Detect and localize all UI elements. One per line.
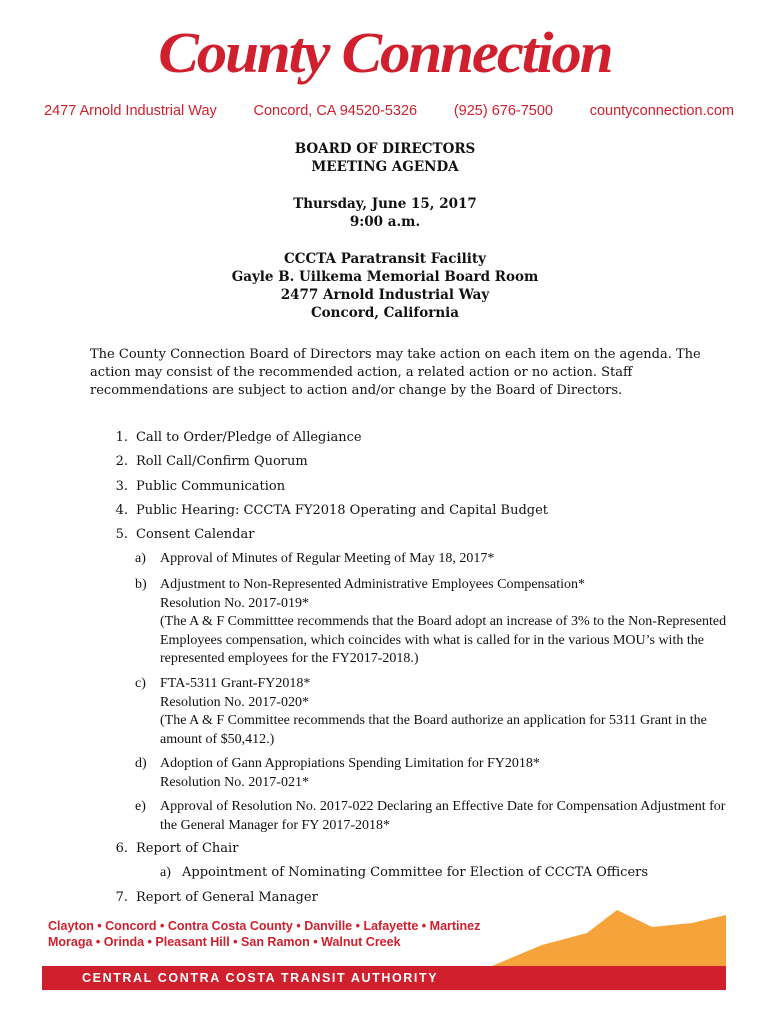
venue-line-4: Concord, California [310,305,460,321]
county-connection-logo: County Connection [158,20,612,85]
subitem-text [160,798,735,835]
item-text: Report of Chair [136,841,239,856]
venue-line-3: 2477 Arnold Industrial Way [280,287,490,303]
item-number: 3. [115,479,128,494]
item-text: Public Hearing: CCCTA FY2018 Operating and Capital Budget [136,503,549,518]
subitem-letter: c) [135,676,146,691]
subitem-line: Resolution No. 2017-020* [160,694,309,710]
intro-paragraph: The County Connection Board of Directors may take action on each item on the agenda. The action may consist of the recommended action, a related action or no action. Staff recommendations are subject to action and/or change by the Board of Directors. [90,347,701,398]
subitem-note: (The A & F Committtee recommends that the Board adopt an increase of 3% to the Non-Represented Employees compensation, which coincides with what is called for in the various MOU’s with the represented employees for the FY2017-2018.) [160,614,727,666]
subitem-line: Approval of Resolution No. 2017-022 Declaring an Effective Date for Compensation Adjustment for the General Manager for FY 2017-2018* [160,799,726,833]
item-text: Public Communication [136,479,286,494]
city-address: Concord, CA 94520-5326 [253,103,418,119]
title-line-1: BOARD OF DIRECTORS [294,141,476,157]
mountain-graphic [492,905,726,966]
item-number: 2. [115,454,128,469]
item-text: Report of General Manager [136,890,318,905]
agenda-title [0,140,770,176]
item-text: Roll Call/Confirm Quorum [136,454,308,469]
venue-line-2: Gayle B. Uilkema Memorial Board Room [231,269,539,285]
meeting-datetime [0,195,770,231]
subitem-line: Adjustment to Non-Represented Administrative Employees Compensation* [160,577,585,592]
subitem-text: Appointment of Nominating Committee for Election of CCCTA Officers [182,865,649,880]
subitem-letter: d) [135,756,147,771]
service-area-towns-line-1: Clayton • Concord • Contra Costa County • Danville • Lafayette • Martinez [48,919,481,933]
item-number: 1. [115,430,128,445]
item-number: 6. [115,841,128,856]
subitem-line: FTA-5311 Grant-FY2018* [160,676,311,691]
website: countyconnection.com [589,103,734,119]
phone-number: (925) 676-7500 [453,103,553,119]
subitem-letter: a) [160,865,171,880]
subitem-letter: a) [135,551,146,566]
item-text: Consent Calendar [136,527,255,542]
service-area-towns-line-2: Moraga • Orinda • Pleasant Hill • San Ramon • Walnut Creek [48,935,401,949]
subitem-text [160,576,735,669]
meeting-time: 9:00 a.m. [349,214,421,230]
item-number: 4. [115,503,128,518]
item-number: 5. [115,527,128,542]
venue-line-1: CCCTA Paratransit Facility [284,251,486,267]
letterhead-footer [42,905,726,995]
meeting-date: Thursday, June 15, 2017 [293,196,477,212]
letterhead-contact [44,103,734,119]
title-line-2: MEETING AGENDA [311,159,459,175]
street-address: 2477 Arnold Industrial Way [44,103,217,119]
subitem-line: Resolution No. 2017-021* [160,774,309,790]
subitem-text: Approval of Minutes of Regular Meeting of May 18, 2017* [160,551,495,566]
subitem-letter: e) [135,799,146,814]
subitem-text [160,675,735,749]
subitem-line: Resolution No. 2017-019* [160,595,309,611]
subitem-line: Adoption of Gann Appropiations Spending Limitation for FY2018* [160,756,540,771]
item-number: 7. [115,890,128,905]
subitem-note: (The A & F Committee recommends that the Board authorize an application for 5311 Grant in the amount of $50,412.) [160,713,707,747]
meeting-venue [0,250,770,322]
authority-banner: CENTRAL CONTRA COSTA TRANSIT AUTHORITY [42,966,726,990]
subitem-letter: b) [135,577,147,592]
subitem-text [160,755,735,792]
letterhead-logo [0,22,770,84]
item-text: Call to Order/Pledge of Allegiance [136,430,362,445]
